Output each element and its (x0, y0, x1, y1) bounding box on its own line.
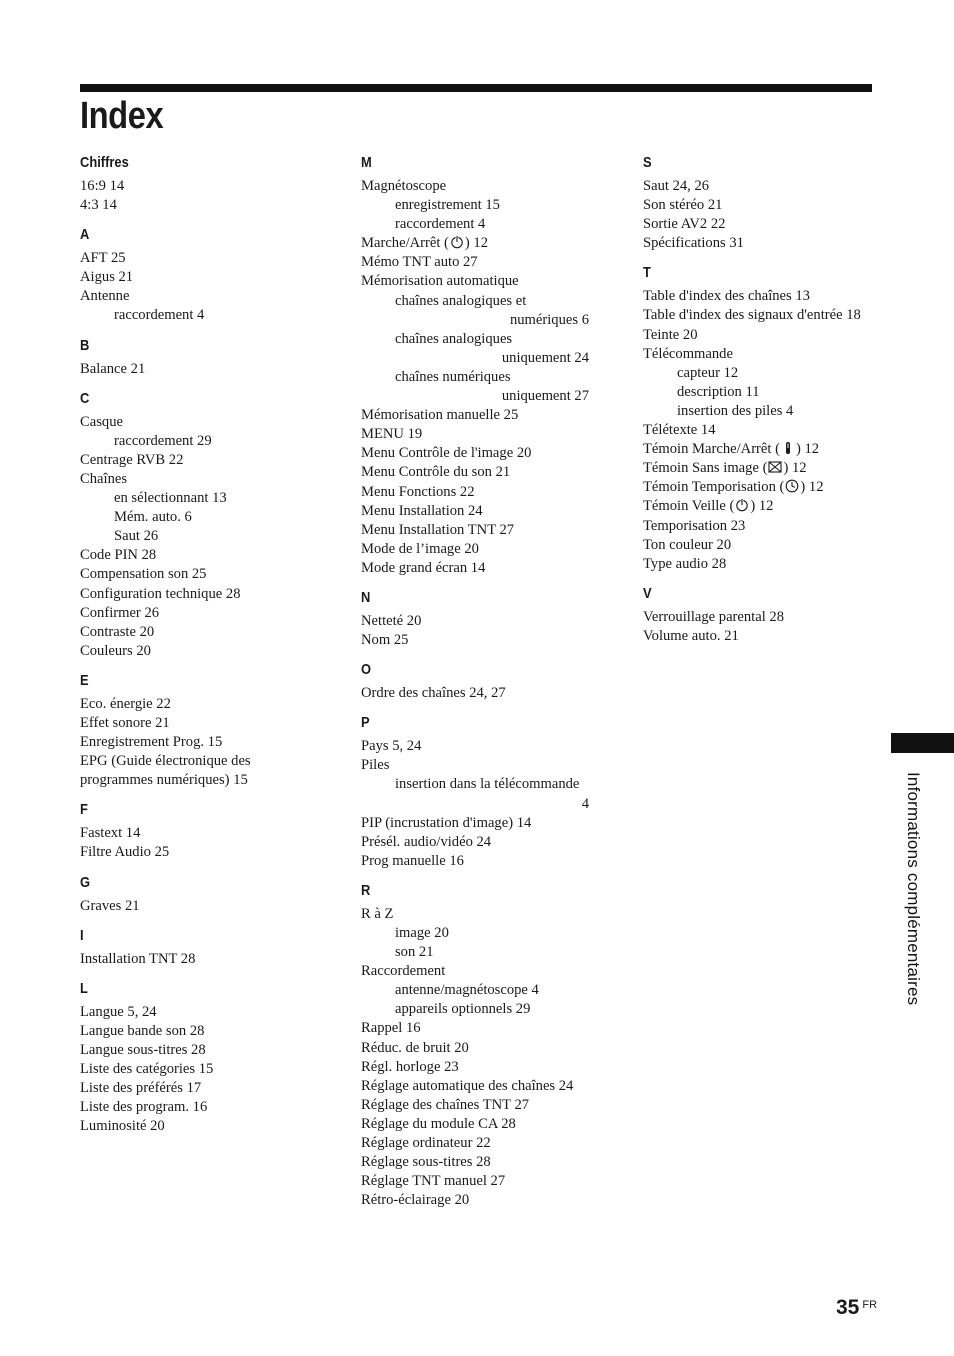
index-section (80, 336, 330, 379)
index-entry (643, 555, 883, 574)
index-entry (80, 642, 330, 661)
index-section (80, 153, 330, 215)
standby-icon (735, 498, 749, 512)
entry-text: Eco. énergie 22 (80, 695, 171, 712)
entry-text: Réglage sous-titres 28 (361, 1154, 491, 1171)
index-entry (80, 413, 330, 432)
picture-off-icon (768, 460, 782, 474)
index-entry (361, 253, 611, 272)
entry-text: raccordement 29 (114, 432, 212, 449)
entry-text: Liste des program. 16 (80, 1099, 208, 1116)
index-section (80, 926, 330, 969)
entry-text: Installation TNT 28 (80, 950, 196, 967)
index-entry (643, 517, 883, 536)
entry-text: Sortie AV2 22 (643, 216, 726, 233)
entry-text: Témoin Temporisation ( (643, 479, 785, 496)
entry-text: Type audio 28 (643, 555, 727, 572)
entry-text: Aigus 21 (80, 269, 134, 286)
index-entry (80, 565, 330, 584)
entry-text: Balance 21 (80, 360, 146, 377)
entry-text: PIP (incrustation d'image) 14 (361, 814, 532, 831)
index-subentry (361, 981, 611, 1000)
entry-text: Télétexte 14 (643, 422, 716, 439)
entry-text: Réglage TNT manuel 27 (361, 1173, 506, 1190)
index-entry (361, 444, 611, 463)
entry-text: Configuration technique 28 (80, 585, 241, 602)
index-subentry (80, 306, 330, 325)
entry-text: Confirmer 26 (80, 604, 160, 621)
entry-text: Chaînes (80, 470, 128, 487)
entry-text: raccordement 4 (395, 216, 486, 233)
index-entry (361, 1115, 611, 1134)
entry-text: Couleurs 20 (80, 642, 151, 659)
index-entry (80, 1041, 330, 1060)
entry-page-ref: ) 12 (783, 460, 807, 477)
index-entry (80, 360, 330, 379)
entry-text: appareils optionnels 29 (395, 1001, 531, 1018)
index-subentry (80, 489, 330, 508)
index-letter-heading: I (80, 926, 84, 944)
entry-text: Filtre Audio 25 (80, 844, 170, 861)
index-entry (80, 714, 330, 733)
entry-text: Réglage automatique des chaînes 24 (361, 1077, 574, 1094)
side-tab-bar (891, 733, 954, 753)
index-entry (361, 559, 611, 578)
index-entry (80, 950, 330, 969)
index-section (643, 584, 883, 646)
entry-text: Témoin Sans image ( (643, 460, 768, 477)
index-subentry (643, 402, 883, 421)
index-entry (361, 852, 611, 871)
entry-text: Casque (80, 413, 123, 430)
index-entry (80, 268, 330, 287)
power-indicator-icon (781, 441, 795, 455)
index-entry (361, 631, 611, 650)
entry-text: Effet sonore 21 (80, 714, 170, 731)
entry-text: Témoin Veille ( (643, 498, 735, 515)
index-section (361, 588, 611, 650)
entry-text: Mémorisation manuelle 25 (361, 407, 519, 424)
index-entry (643, 196, 883, 215)
entry-text: Contraste 20 (80, 623, 155, 640)
entry-text: Menu Contrôle du son 21 (361, 464, 511, 481)
index-entry (80, 287, 330, 306)
index-entry (361, 234, 611, 253)
entry-continuation: numériques 6 (509, 311, 589, 328)
entry-text: Luminosité 20 (80, 1118, 165, 1135)
entry-text: Temporisation 23 (643, 517, 746, 534)
entry-text: MENU 19 (361, 426, 423, 443)
index-entry (361, 272, 611, 291)
index-entry (643, 215, 883, 234)
entry-text: Piles (361, 757, 390, 774)
index-entry (643, 459, 883, 478)
entry-text: Rétro-éclairage 20 (361, 1192, 470, 1209)
index-section (80, 225, 330, 325)
entry-text: Ordre des chaînes 24, 27 (361, 685, 506, 702)
entry-text: Mémo TNT auto 27 (361, 254, 478, 271)
entry-text: Magnétoscope (361, 178, 447, 194)
index-section (361, 881, 611, 1211)
entry-text: Mode de l’image 20 (361, 540, 479, 557)
index-entry (80, 1060, 330, 1079)
index-entry (643, 177, 883, 196)
index-entry (643, 234, 883, 253)
entry-text: 4:3 14 (80, 197, 117, 214)
entry-text: R à Z (361, 905, 394, 922)
index-entry (361, 1039, 611, 1058)
index-subentry (361, 215, 611, 234)
index-entry (80, 470, 330, 489)
index-entry (361, 425, 611, 444)
entry-continuation: programmes numériques) 15 (80, 772, 248, 789)
index-subentry (361, 196, 611, 215)
entry-text: description 11 (677, 383, 760, 400)
index-section (80, 800, 330, 862)
index-entry (361, 463, 611, 482)
entry-text: Langue bande son 28 (80, 1022, 205, 1039)
entry-text: Table d'index des chaînes 13 (643, 288, 810, 305)
index-subentry (361, 943, 611, 962)
entry-text: Menu Fonctions 22 (361, 483, 475, 500)
entry-text: Menu Installation 24 (361, 502, 483, 519)
index-letter-heading: F (80, 801, 88, 819)
entry-text: Verrouillage parental 28 (643, 608, 785, 625)
index-subentry (80, 508, 330, 527)
entry-text: Teinte 20 (643, 326, 698, 343)
index-entry (643, 608, 883, 627)
index-entry (361, 962, 611, 981)
index-entry (80, 1117, 330, 1136)
index-subentry (361, 330, 611, 368)
entry-text: Mode grand écran 14 (361, 559, 486, 576)
entry-text: Marche/Arrêt ( (361, 235, 449, 252)
index-entry (643, 326, 883, 345)
index-subentry (80, 432, 330, 451)
index-entry (80, 733, 330, 752)
entry-text: Télécommande (643, 345, 733, 362)
index-entry (361, 1058, 611, 1077)
entry-text: Mém. auto. 6 (114, 509, 192, 526)
index-entry (361, 177, 611, 196)
index-entry (643, 478, 883, 497)
index-entry (80, 623, 330, 642)
entry-page-ref: ) 12 (750, 498, 774, 515)
index-entry (80, 897, 330, 916)
entry-text: Mémorisation automatique (361, 273, 519, 290)
index-column-1 (80, 150, 330, 1136)
index-entry (80, 1022, 330, 1041)
index-letter-heading: V (643, 584, 652, 602)
index-entry (80, 249, 330, 268)
index-entry (361, 1191, 611, 1210)
index-entry (643, 497, 883, 516)
page-number (836, 1296, 877, 1320)
entry-text: Langue sous-titres 28 (80, 1041, 206, 1058)
entry-text: Ton couleur 20 (643, 536, 732, 553)
entry-text: Centrage RVB 22 (80, 451, 184, 468)
index-section (643, 153, 883, 253)
index-letter-heading: O (361, 661, 372, 679)
entry-text: Langue 5, 24 (80, 1003, 157, 1020)
entry-text: Netteté 20 (361, 612, 422, 629)
index-section (361, 660, 611, 703)
index-subentry (361, 368, 611, 406)
entry-text: en sélectionnant 13 (114, 490, 227, 507)
index-subentry (361, 1000, 611, 1019)
entry-text: Liste des catégories 15 (80, 1061, 214, 1077)
index-entry (80, 451, 330, 470)
index-section (80, 979, 330, 1137)
index-letter-heading: E (80, 671, 89, 689)
index-entry (80, 546, 330, 565)
top-rule (80, 84, 872, 92)
index-entry (361, 1096, 611, 1115)
entry-continuation: 4 (581, 795, 589, 812)
index-section (643, 263, 883, 573)
entry-page-ref: ) 12 (795, 441, 820, 458)
entry-text: Spécifications 31 (643, 235, 744, 252)
index-entry (80, 824, 330, 843)
entry-text: Graves 21 (80, 897, 140, 914)
index-entry (643, 345, 883, 364)
entry-text: Prog manuelle 16 (361, 852, 464, 869)
entry-continuation: uniquement 24 (501, 349, 589, 366)
entry-text: son 21 (395, 944, 434, 961)
index-entry (361, 540, 611, 559)
entry-text: antenne/magnétoscope 4 (395, 982, 539, 999)
entry-text: Fastext 14 (80, 825, 141, 842)
index-letter-heading: L (80, 979, 88, 997)
entry-text: Table d'index des signaux d'entrée 18 (643, 307, 861, 324)
entry-text: Nom 25 (361, 632, 409, 649)
page-number-value: 35 (836, 1296, 860, 1319)
index-letter-heading: P (361, 714, 370, 732)
index-column-3 (643, 150, 883, 646)
entry-text: Volume auto. 21 (643, 627, 739, 644)
index-entry (361, 483, 611, 502)
index-entry (643, 627, 883, 646)
index-subentry (361, 924, 611, 943)
entry-text: Témoin Marche/Arrêt ( (643, 441, 780, 458)
entry-text: Enregistrement Prog. 15 (80, 734, 223, 751)
index-letter-heading: T (643, 264, 651, 282)
page-title: Index (80, 95, 164, 137)
index-entry (361, 905, 611, 924)
index-subentry (643, 364, 883, 383)
index-entry (643, 306, 883, 325)
index-entry (361, 684, 611, 703)
index-letter-heading: C (80, 389, 90, 407)
index-entry (361, 814, 611, 833)
index-entry (361, 1172, 611, 1191)
entry-text: raccordement 4 (114, 307, 205, 324)
index-subentry (80, 527, 330, 546)
entry-text: Réglage des chaînes TNT 27 (361, 1096, 530, 1113)
index-entry (80, 604, 330, 623)
index-entry (80, 1003, 330, 1022)
entry-page-ref: ) 12 (800, 479, 824, 496)
index-entry (80, 177, 330, 196)
entry-text: 16:9 14 (80, 178, 125, 194)
entry-text: Antenne (80, 288, 130, 305)
index-entry (643, 440, 883, 459)
index-letter-heading: N (361, 588, 371, 606)
index-entry (361, 756, 611, 775)
entry-text: Réduc. de bruit 20 (361, 1039, 469, 1056)
index-entry (80, 1098, 330, 1117)
index-letter-heading: Chiffres (80, 154, 129, 171)
entry-text: image 20 (395, 925, 449, 941)
index-entry (361, 502, 611, 521)
index-entry (80, 1079, 330, 1098)
entry-text: Menu Contrôle de l'image 20 (361, 445, 532, 462)
index-letter-heading: M (361, 154, 372, 171)
index-letter-heading: R (361, 881, 371, 899)
entry-text: Réglage ordinateur 22 (361, 1135, 491, 1152)
entry-text: capteur 12 (677, 364, 739, 381)
index-entry (80, 843, 330, 862)
entry-text: insertion des piles 4 (677, 402, 794, 419)
entry-text: Compensation son 25 (80, 566, 207, 583)
entry-text: insertion dans la télécommande (395, 776, 580, 793)
index-subentry (361, 775, 611, 813)
side-section-label: Informations complémentaires (904, 772, 923, 1006)
index-entry (643, 421, 883, 440)
entry-text: Réglage du module CA 28 (361, 1115, 516, 1132)
index-entry (361, 521, 611, 540)
entry-text: Raccordement (361, 963, 446, 980)
index-column-2 (361, 150, 611, 1210)
entry-text: Liste des préférés 17 (80, 1080, 202, 1097)
index-entry (80, 196, 330, 215)
page-language-suffix: FR (862, 1299, 878, 1311)
index-letter-heading: S (643, 154, 652, 171)
index-section (80, 671, 330, 790)
index-entry (361, 1077, 611, 1096)
index-entry (361, 833, 611, 852)
index-entry (361, 612, 611, 631)
index-section (361, 713, 611, 871)
index-entry (643, 287, 883, 306)
index-entry (361, 737, 611, 756)
index-subentry (643, 383, 883, 402)
index-letter-heading: B (80, 336, 90, 354)
entry-text: Son stéréo 21 (643, 197, 723, 214)
entry-text: Saut 24, 26 (643, 178, 710, 194)
entry-text: Code PIN 28 (80, 547, 157, 564)
entry-text: Pays 5, 24 (361, 738, 422, 755)
index-entry (361, 1153, 611, 1172)
index-entry (80, 695, 330, 714)
entry-text: Régl. horloge 23 (361, 1058, 459, 1075)
entry-text: chaînes analogiques (395, 330, 513, 347)
entry-text: enregistrement 15 (395, 197, 500, 214)
entry-text: Menu Installation TNT 27 (361, 521, 515, 538)
index-letter-heading: G (80, 873, 91, 891)
index-letter-heading: A (80, 226, 90, 244)
entry-text: Rappel 16 (361, 1020, 421, 1037)
entry-text: chaînes numériques (395, 368, 511, 385)
timer-icon (785, 479, 799, 493)
index-entry (80, 585, 330, 604)
index-entry (361, 1134, 611, 1153)
index-entry (643, 536, 883, 555)
entry-text: Saut 26 (114, 528, 159, 545)
index-section (80, 389, 330, 661)
entry-text: chaînes analogiques et (395, 292, 527, 309)
index-entry (361, 406, 611, 425)
index-section (80, 873, 330, 916)
entry-text: AFT 25 (80, 250, 126, 267)
index-entry (361, 1019, 611, 1038)
power-icon (450, 235, 464, 249)
index-entry (80, 752, 330, 790)
entry-continuation: uniquement 27 (501, 388, 589, 405)
index-subentry (361, 292, 611, 330)
entry-text: Présél. audio/vidéo 24 (361, 833, 492, 850)
index-section (361, 153, 611, 578)
entry-page-ref: ) 12 (464, 235, 489, 252)
entry-text: EPG (Guide électronique des (80, 753, 251, 770)
